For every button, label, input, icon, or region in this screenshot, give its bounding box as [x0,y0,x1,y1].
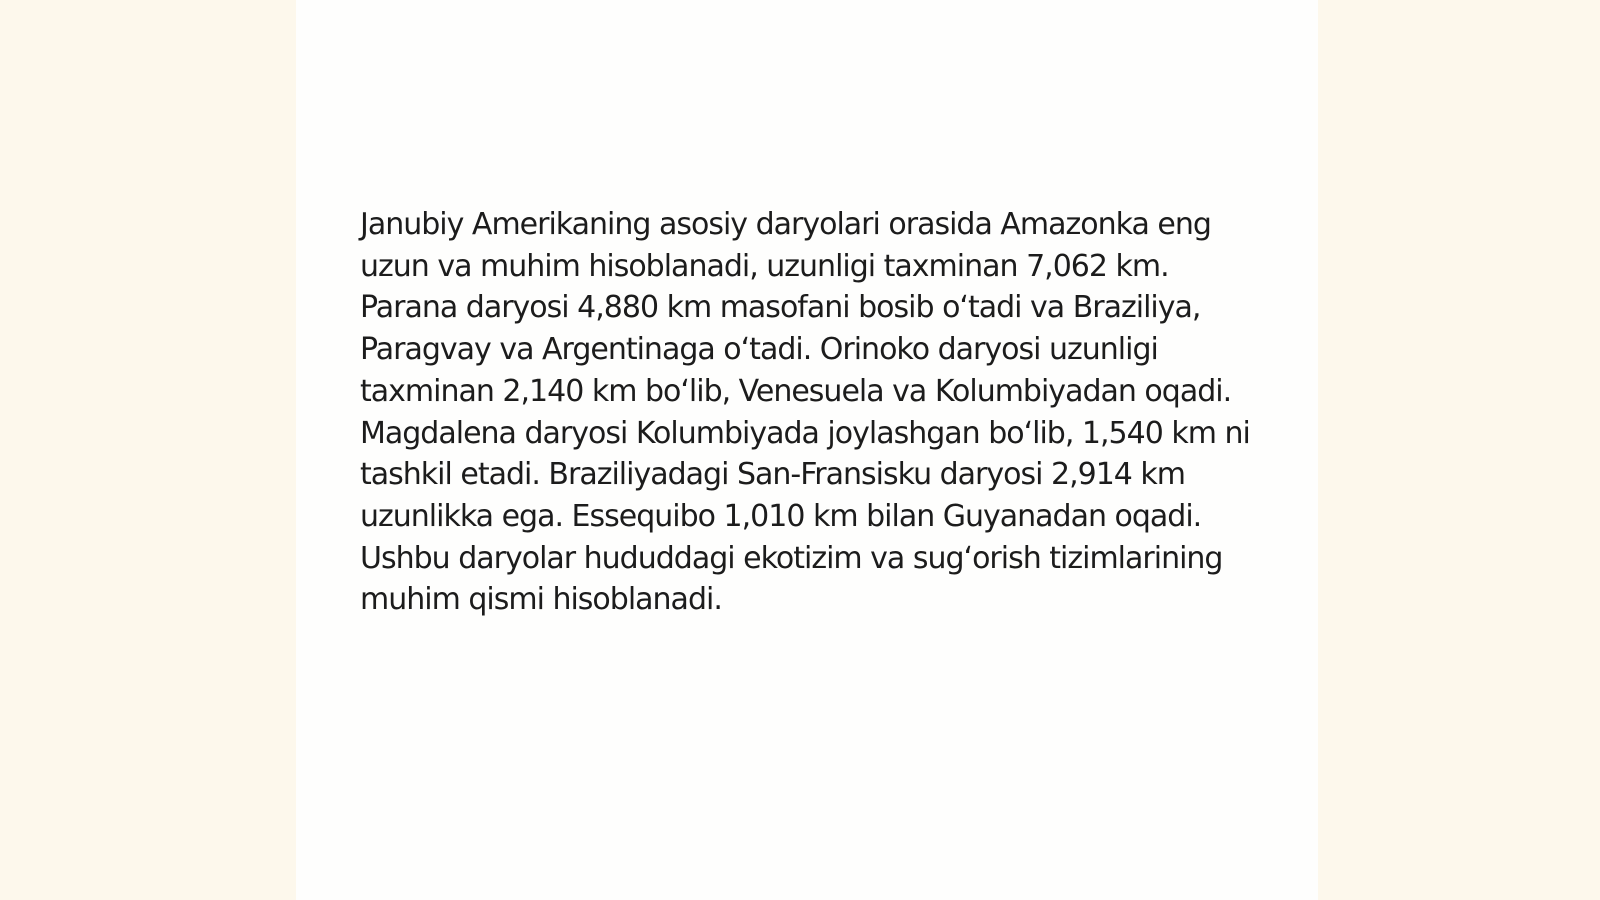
document-page [296,0,1318,900]
body-paragraph: Janubiy Amerikaning asosiy daryolari orasida Amazonka eng uzun va muhim hisoblanadi, uzunligi taxminan 7,062 km. Parana daryosi 4,880 km masofani bosib oʻtadi va Braziliya, Paragvay va Argentinaga oʻtadi. Orinoko daryosi uzunligi taxminan 2,140 km boʻlib, Venesuela va Kolumbiyadan oqadi. Magdalena daryosi Kolumbiyada joylashgan boʻlib, 1,540 km ni tashkil etadi. Braziliyadagi San-Fransisku daryosi 2,914 km uzunlikka ega. Essequibo 1,010 km bilan Guyanadan oqadi. Ushbu daryolar hududdagi ekotizim va sugʻorish tizimlarining muhim qismi hisoblanadi. [360,207,1250,618]
